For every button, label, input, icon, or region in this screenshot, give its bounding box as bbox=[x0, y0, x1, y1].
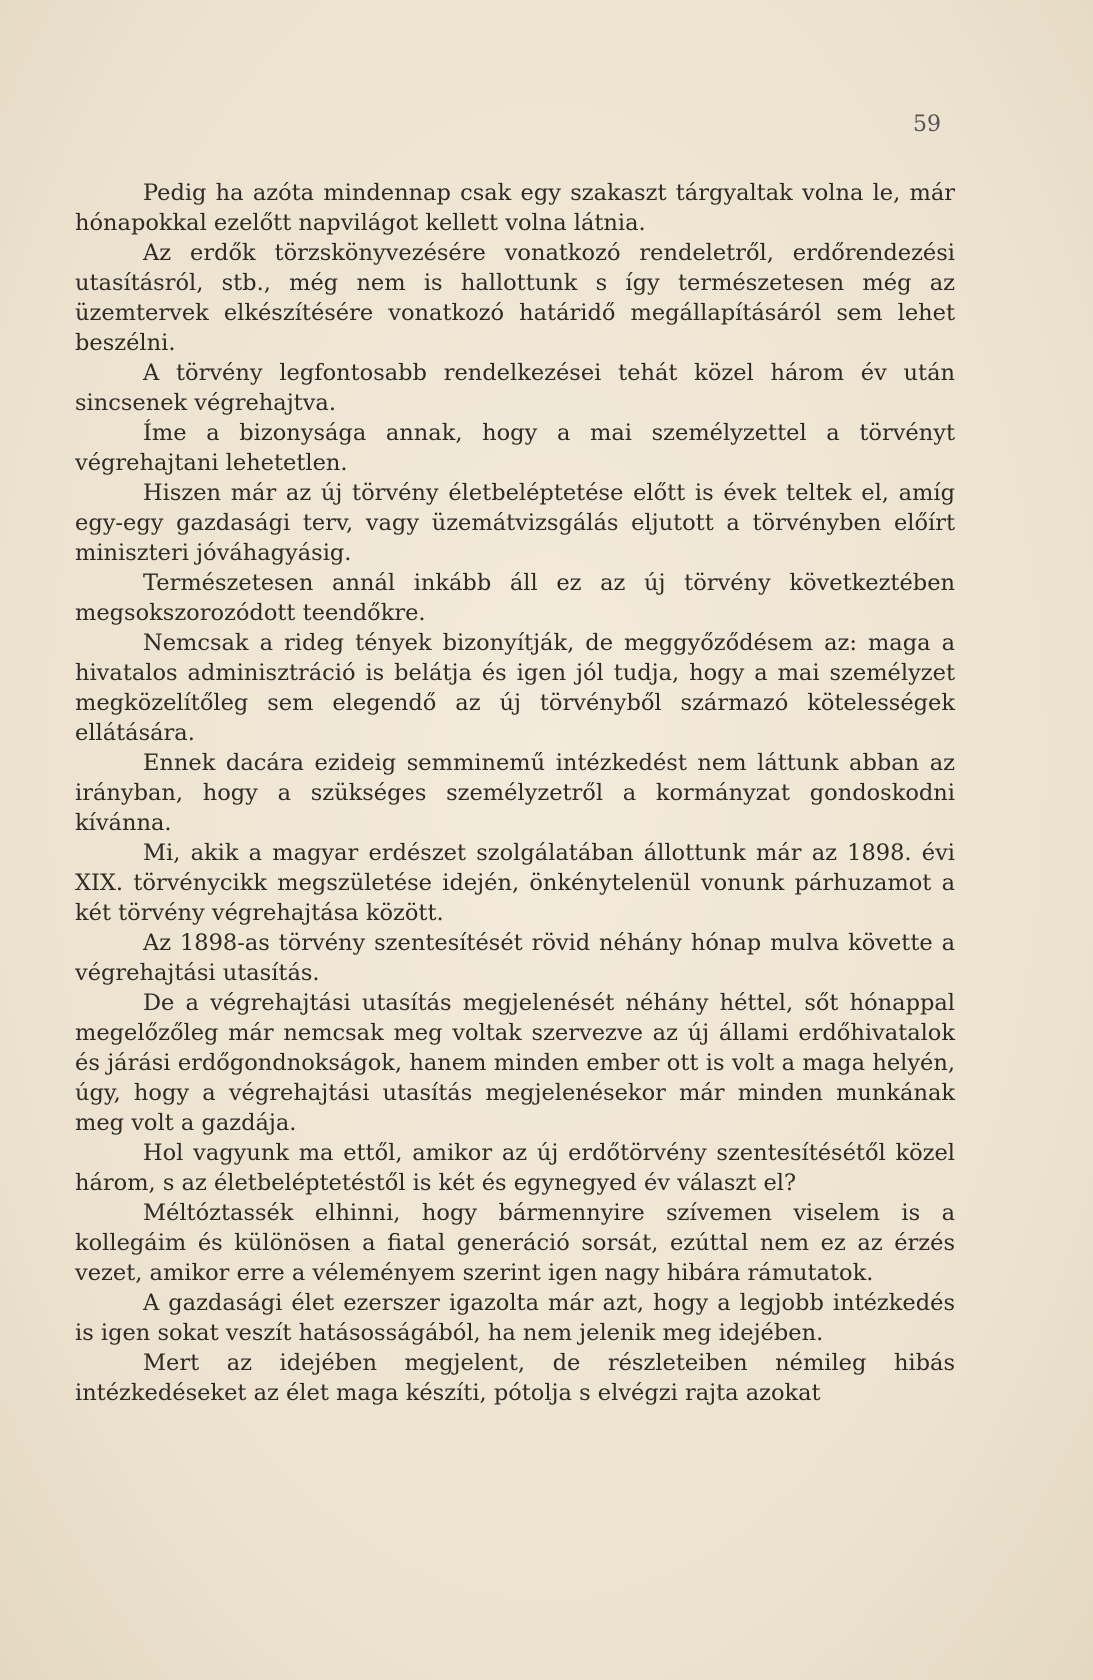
paragraph: A törvény legfontosabb rendelkezései tehát közel három év után sincsenek végrehajtva. bbox=[75, 360, 955, 416]
paragraph: De a végrehajtási utasítás megjelenését néhány héttel, sőt hónappal megelőzőleg már nemcsak meg voltak szervezve az új állami erdőhivatalok és járási erdőgondnokságok, hanem minden ember ott is volt a maga helyén, úgy, hogy a végrehajtási utasítás megjelenésekor már minden munkának meg volt a gazdája. bbox=[75, 990, 955, 1136]
paragraph: Hiszen már az új törvény életbeléptetése előtt is évek teltek el, amíg egy-egy gazdasági terv, vagy üzemátvizsgálás eljutott a törvényben előírt miniszteri jóváhagyásig. bbox=[75, 480, 955, 566]
page-number: 59 bbox=[913, 112, 941, 137]
paragraph: Az 1898-as törvény szentesítését rövid néhány hónap mulva követte a végrehajtási utasítás. bbox=[75, 930, 955, 986]
paragraph: Ennek dacára ezideig semminemű intézkedést nem láttunk abban az irányban, hogy a szükséges személyzetről a kormányzat gondoskodni kívánna. bbox=[75, 750, 955, 836]
paragraph: Hol vagyunk ma ettől, amikor az új erdőtörvény szentesítésétől közel három, s az életbeléptetéstől is két és egynegyed év választ el? bbox=[75, 1140, 955, 1196]
paragraph: Mert az idejében megjelent, de részleteiben némileg hibás intézkedéseket az élet maga készíti, pótolja s elvégzi rajta azokat bbox=[75, 1350, 955, 1406]
paragraph: A gazdasági élet ezerszer igazolta már azt, hogy a legjobb intézkedés is igen sokat veszít hatásosságából, ha nem jelenik meg idejében. bbox=[75, 1290, 955, 1346]
body-text bbox=[75, 178, 955, 1408]
paragraph: Nemcsak a rideg tények bizonyítják, de meggyőződésem az: maga a hivatalos adminisztráció is belátja és igen jól tudja, hogy a mai személyzet megközelítőleg sem elegendő az új törvényből származó kötelességek ellátására. bbox=[75, 630, 955, 746]
paragraph: Íme a bizonysága annak, hogy a mai személyzettel a törvényt végrehajtani lehetetlen. bbox=[75, 420, 955, 476]
paragraph: Az erdők törzskönyvezésére vonatkozó rendeletről, erdőrendezési utasításról, stb., még nem is hallottunk s így természetesen még az üzemtervek elkészítésére vonatkozó határidő megállapításáról sem lehet beszélni. bbox=[75, 240, 955, 356]
paragraph: Méltóztassék elhinni, hogy bármennyire szívemen viselem is a kollegáim és különösen a fiatal generáció sorsát, ezúttal nem ez az érzés vezet, amikor erre a véleményem szerint igen nagy hibára rámutatok. bbox=[75, 1200, 955, 1286]
paragraph: Mi, akik a magyar erdészet szolgálatában állottunk már az 1898. évi XIX. törvénycikk megszületése idején, önkénytelenül vonunk párhuzamot a két törvény végrehajtása között. bbox=[75, 840, 955, 926]
paragraph: Természetesen annál inkább áll ez az új törvény következtében megsokszorozódott teendőkre. bbox=[75, 570, 955, 626]
paragraph: Pedig ha azóta mindennap csak egy szakaszt tárgyaltak volna le, már hónapokkal ezelőtt napvilágot kellett volna látnia. bbox=[75, 180, 955, 236]
